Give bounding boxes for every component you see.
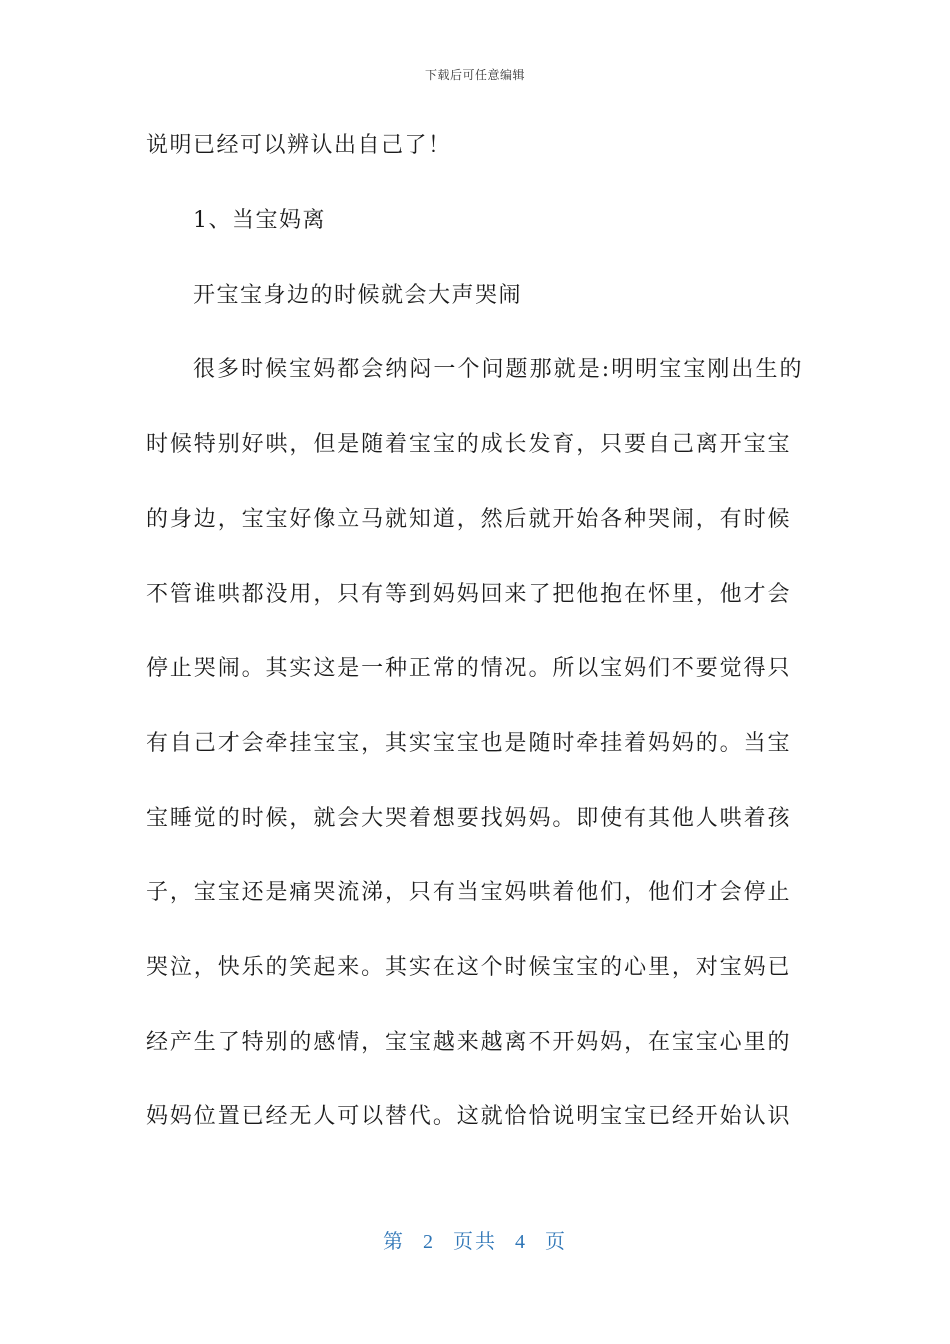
paragraph-line: 的身边，宝宝好像立马就知道，然后就开始各种哭闹，有时候 <box>146 507 791 532</box>
paragraph-line: 停止哭闹。其实这是一种正常的情况。所以宝妈们不要觉得只 <box>146 656 791 681</box>
paragraph-line: 妈妈位置已经无人可以替代。这就恰恰说明宝宝已经开始认识 <box>146 1104 791 1129</box>
footer-prefix: 第 <box>383 1229 405 1253</box>
paragraph-line: 有自己才会牵挂宝宝，其实宝宝也是随时牵挂着妈妈的。当宝 <box>146 731 791 756</box>
paragraph-line: 宝睡觉的时候，就会大哭着想要找妈妈。即使有其他人哄着孩 <box>146 806 791 831</box>
page-footer <box>0 1225 950 1254</box>
current-page-number: 2 <box>423 1231 435 1253</box>
paragraph-line: 经产生了特别的感情，宝宝越来越离不开妈妈，在宝宝心里的 <box>146 1030 791 1055</box>
paragraph-line: 不管谁哄都没用，只有等到妈妈回来了把他抱在怀里，他才会 <box>146 582 791 607</box>
paragraph-line: 说明已经可以辨认出自己了！ <box>146 133 452 158</box>
section-heading: 1、当宝妈离 <box>193 208 326 233</box>
paragraph-line: 开宝宝身边的时候就会大声哭闹 <box>193 283 523 308</box>
paragraph-line: 很多时候宝妈都会纳闷一个问题那就是:明明宝宝刚出生的 <box>193 357 803 382</box>
footer-suffix: 页 <box>545 1229 567 1253</box>
total-pages-number: 4 <box>515 1231 527 1253</box>
paragraph-line: 时候特别好哄，但是随着宝宝的成长发育，只要自己离开宝宝 <box>146 432 791 457</box>
paragraph-line: 子，宝宝还是痛哭流涕，只有当宝妈哄着他们，他们才会停止 <box>146 880 791 905</box>
footer-middle: 页共 <box>453 1229 497 1253</box>
paragraph-line: 哭泣，快乐的笑起来。其实在这个时候宝宝的心里，对宝妈已 <box>146 955 791 980</box>
header-note: 下载后可任意编辑 <box>424 68 525 82</box>
